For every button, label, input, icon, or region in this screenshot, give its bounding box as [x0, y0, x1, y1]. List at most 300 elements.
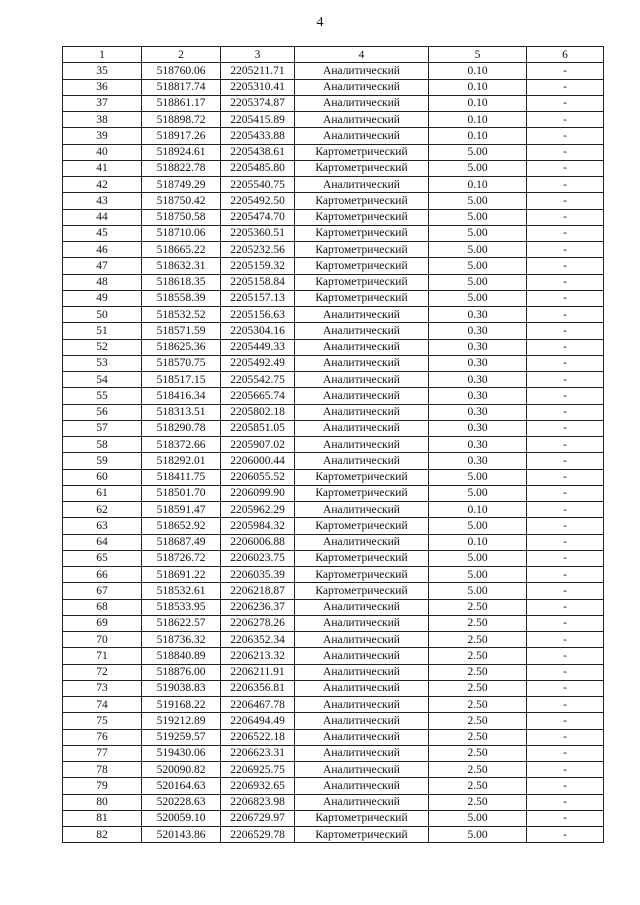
- point-number-cell: 58: [63, 437, 142, 453]
- accuracy-cell: 0.30: [429, 355, 527, 371]
- table-row: [63, 209, 604, 225]
- description-cell: -: [527, 599, 604, 615]
- method-cell: Картометрический: [295, 583, 429, 599]
- method-cell: Аналитический: [295, 648, 429, 664]
- x-coordinate-cell: 520090.82: [142, 762, 221, 778]
- table-row: [63, 810, 604, 826]
- accuracy-cell: 0.10: [429, 502, 527, 518]
- description-cell: -: [527, 762, 604, 778]
- y-coordinate-cell: 2206356.81: [221, 680, 295, 696]
- table-row: [63, 680, 604, 696]
- accuracy-cell: 5.00: [429, 518, 527, 534]
- method-cell: Аналитический: [295, 599, 429, 615]
- point-number-cell: 50: [63, 307, 142, 323]
- accuracy-cell: 2.50: [429, 648, 527, 664]
- description-cell: -: [527, 160, 604, 176]
- method-cell: Аналитический: [295, 355, 429, 371]
- table-row: [63, 258, 604, 274]
- table-row: [63, 485, 604, 501]
- description-cell: -: [527, 745, 604, 761]
- table-row: [63, 697, 604, 713]
- description-cell: -: [527, 485, 604, 501]
- y-coordinate-cell: 2206006.88: [221, 534, 295, 550]
- x-coordinate-cell: 518749.29: [142, 177, 221, 193]
- x-coordinate-cell: 518876.00: [142, 664, 221, 680]
- x-coordinate-cell: 518861.17: [142, 95, 221, 111]
- method-cell: Картометрический: [295, 810, 429, 826]
- table-row: [63, 583, 604, 599]
- y-coordinate-cell: 2206529.78: [221, 827, 295, 843]
- table-row: [63, 453, 604, 469]
- x-coordinate-cell: 519168.22: [142, 697, 221, 713]
- method-cell: Аналитический: [295, 388, 429, 404]
- point-number-cell: 41: [63, 160, 142, 176]
- x-coordinate-cell: 518411.75: [142, 469, 221, 485]
- description-cell: -: [527, 95, 604, 111]
- x-coordinate-cell: 518501.70: [142, 485, 221, 501]
- accuracy-cell: 5.00: [429, 810, 527, 826]
- point-number-cell: 46: [63, 242, 142, 258]
- point-number-cell: 81: [63, 810, 142, 826]
- x-coordinate-cell: 518750.42: [142, 193, 221, 209]
- y-coordinate-cell: 2205415.89: [221, 112, 295, 128]
- method-cell: Аналитический: [295, 63, 429, 79]
- point-number-cell: 60: [63, 469, 142, 485]
- point-number-cell: 62: [63, 502, 142, 518]
- y-coordinate-cell: 2206023.75: [221, 550, 295, 566]
- point-number-cell: 40: [63, 144, 142, 160]
- accuracy-cell: 5.00: [429, 469, 527, 485]
- description-cell: -: [527, 339, 604, 355]
- method-cell: Картометрический: [295, 225, 429, 241]
- table-row: [63, 160, 604, 176]
- table-row: [63, 437, 604, 453]
- accuracy-cell: 2.50: [429, 632, 527, 648]
- table-row: [63, 469, 604, 485]
- method-cell: Аналитический: [295, 95, 429, 111]
- y-coordinate-cell: 2206035.39: [221, 567, 295, 583]
- description-cell: -: [527, 290, 604, 306]
- method-cell: Картометрический: [295, 242, 429, 258]
- description-cell: -: [527, 242, 604, 258]
- description-cell: -: [527, 729, 604, 745]
- point-number-cell: 67: [63, 583, 142, 599]
- y-coordinate-cell: 2205304.16: [221, 323, 295, 339]
- accuracy-cell: 5.00: [429, 242, 527, 258]
- point-number-cell: 59: [63, 453, 142, 469]
- y-coordinate-cell: 2206823.98: [221, 794, 295, 810]
- description-cell: -: [527, 128, 604, 144]
- method-cell: Аналитический: [295, 745, 429, 761]
- description-cell: -: [527, 567, 604, 583]
- method-cell: Аналитический: [295, 404, 429, 420]
- description-cell: -: [527, 388, 604, 404]
- description-cell: -: [527, 307, 604, 323]
- table-row: [63, 177, 604, 193]
- accuracy-cell: 0.10: [429, 177, 527, 193]
- y-coordinate-cell: 2206925.75: [221, 762, 295, 778]
- x-coordinate-cell: 518570.75: [142, 355, 221, 371]
- accuracy-cell: 2.50: [429, 680, 527, 696]
- table-row: [63, 388, 604, 404]
- description-cell: -: [527, 274, 604, 290]
- column-header-accuracy: 5: [429, 47, 527, 63]
- table-row: [63, 550, 604, 566]
- y-coordinate-cell: 2205542.75: [221, 372, 295, 388]
- x-coordinate-cell: 518652.92: [142, 518, 221, 534]
- method-cell: Аналитический: [295, 729, 429, 745]
- x-coordinate-cell: 519212.89: [142, 713, 221, 729]
- point-number-cell: 45: [63, 225, 142, 241]
- accuracy-cell: 2.50: [429, 697, 527, 713]
- y-coordinate-cell: 2206218.87: [221, 583, 295, 599]
- y-coordinate-cell: 2205159.32: [221, 258, 295, 274]
- accuracy-cell: 2.50: [429, 713, 527, 729]
- point-number-cell: 54: [63, 372, 142, 388]
- y-coordinate-cell: 2205232.56: [221, 242, 295, 258]
- accuracy-cell: 0.10: [429, 79, 527, 95]
- description-cell: -: [527, 778, 604, 794]
- method-cell: Картометрический: [295, 193, 429, 209]
- x-coordinate-cell: 518760.06: [142, 63, 221, 79]
- y-coordinate-cell: 2206099.90: [221, 485, 295, 501]
- accuracy-cell: 0.30: [429, 388, 527, 404]
- x-coordinate-cell: 520059.10: [142, 810, 221, 826]
- table-header: [63, 47, 604, 63]
- description-cell: -: [527, 355, 604, 371]
- accuracy-cell: 0.10: [429, 128, 527, 144]
- y-coordinate-cell: 2205962.29: [221, 502, 295, 518]
- point-number-cell: 70: [63, 632, 142, 648]
- description-cell: -: [527, 648, 604, 664]
- y-coordinate-cell: 2205211.71: [221, 63, 295, 79]
- accuracy-cell: 2.50: [429, 615, 527, 631]
- point-number-cell: 73: [63, 680, 142, 696]
- accuracy-cell: 5.00: [429, 274, 527, 290]
- accuracy-cell: 5.00: [429, 225, 527, 241]
- method-cell: Аналитический: [295, 79, 429, 95]
- x-coordinate-cell: 518691.22: [142, 567, 221, 583]
- coordinates-table: [62, 46, 604, 843]
- table-row: [63, 274, 604, 290]
- description-cell: -: [527, 664, 604, 680]
- method-cell: Картометрический: [295, 209, 429, 225]
- description-cell: -: [527, 810, 604, 826]
- x-coordinate-cell: 519259.57: [142, 729, 221, 745]
- method-cell: Аналитический: [295, 339, 429, 355]
- point-number-cell: 76: [63, 729, 142, 745]
- table-row: [63, 615, 604, 631]
- y-coordinate-cell: 2206729.97: [221, 810, 295, 826]
- point-number-cell: 69: [63, 615, 142, 631]
- description-cell: -: [527, 713, 604, 729]
- point-number-cell: 80: [63, 794, 142, 810]
- description-cell: -: [527, 79, 604, 95]
- description-cell: -: [527, 680, 604, 696]
- table-row: [63, 729, 604, 745]
- table-row: [63, 339, 604, 355]
- x-coordinate-cell: 518290.78: [142, 420, 221, 436]
- description-cell: -: [527, 420, 604, 436]
- description-cell: -: [527, 437, 604, 453]
- y-coordinate-cell: 2205851.05: [221, 420, 295, 436]
- method-cell: Картометрический: [295, 567, 429, 583]
- point-number-cell: 57: [63, 420, 142, 436]
- accuracy-cell: 5.00: [429, 258, 527, 274]
- method-cell: Аналитический: [295, 534, 429, 550]
- header-row: [63, 47, 604, 63]
- y-coordinate-cell: 2205492.49: [221, 355, 295, 371]
- method-cell: Картометрический: [295, 290, 429, 306]
- x-coordinate-cell: 518898.72: [142, 112, 221, 128]
- point-number-cell: 65: [63, 550, 142, 566]
- accuracy-cell: 2.50: [429, 664, 527, 680]
- table-row: [63, 242, 604, 258]
- accuracy-cell: 2.50: [429, 729, 527, 745]
- point-number-cell: 82: [63, 827, 142, 843]
- x-coordinate-cell: 518372.66: [142, 437, 221, 453]
- x-coordinate-cell: 518558.39: [142, 290, 221, 306]
- y-coordinate-cell: 2205158.84: [221, 274, 295, 290]
- description-cell: -: [527, 144, 604, 160]
- point-number-cell: 63: [63, 518, 142, 534]
- point-number-cell: 79: [63, 778, 142, 794]
- accuracy-cell: 0.10: [429, 95, 527, 111]
- description-cell: -: [527, 615, 604, 631]
- accuracy-cell: 0.30: [429, 323, 527, 339]
- table-row: [63, 290, 604, 306]
- y-coordinate-cell: 2205360.51: [221, 225, 295, 241]
- table-row: [63, 567, 604, 583]
- accuracy-cell: 0.30: [429, 404, 527, 420]
- accuracy-cell: 2.50: [429, 778, 527, 794]
- table-body: [63, 63, 604, 843]
- table-row: [63, 355, 604, 371]
- description-cell: -: [527, 534, 604, 550]
- table-row: [63, 502, 604, 518]
- table-row: [63, 63, 604, 79]
- table-row: [63, 778, 604, 794]
- x-coordinate-cell: 520143.86: [142, 827, 221, 843]
- x-coordinate-cell: 518750.58: [142, 209, 221, 225]
- description-cell: -: [527, 697, 604, 713]
- point-number-cell: 66: [63, 567, 142, 583]
- table-row: [63, 762, 604, 778]
- method-cell: Картометрический: [295, 469, 429, 485]
- x-coordinate-cell: 519430.06: [142, 745, 221, 761]
- y-coordinate-cell: 2206522.18: [221, 729, 295, 745]
- x-coordinate-cell: 518292.01: [142, 453, 221, 469]
- table-row: [63, 323, 604, 339]
- accuracy-cell: 5.00: [429, 827, 527, 843]
- x-coordinate-cell: 518313.51: [142, 404, 221, 420]
- y-coordinate-cell: 2205802.18: [221, 404, 295, 420]
- column-header-y: 3: [221, 47, 295, 63]
- accuracy-cell: 5.00: [429, 550, 527, 566]
- column-header-method: 4: [295, 47, 429, 63]
- y-coordinate-cell: 2206623.31: [221, 745, 295, 761]
- accuracy-cell: 5.00: [429, 144, 527, 160]
- y-coordinate-cell: 2205433.88: [221, 128, 295, 144]
- y-coordinate-cell: 2205984.32: [221, 518, 295, 534]
- description-cell: -: [527, 177, 604, 193]
- y-coordinate-cell: 2206494.49: [221, 713, 295, 729]
- x-coordinate-cell: 518533.95: [142, 599, 221, 615]
- y-coordinate-cell: 2205310.41: [221, 79, 295, 95]
- description-cell: -: [527, 225, 604, 241]
- point-number-cell: 64: [63, 534, 142, 550]
- x-coordinate-cell: 518591.47: [142, 502, 221, 518]
- description-cell: -: [527, 583, 604, 599]
- y-coordinate-cell: 2205157.13: [221, 290, 295, 306]
- description-cell: -: [527, 193, 604, 209]
- table-row: [63, 420, 604, 436]
- table-row: [63, 534, 604, 550]
- method-cell: Аналитический: [295, 778, 429, 794]
- column-header-description: 6: [527, 47, 604, 63]
- y-coordinate-cell: 2205492.50: [221, 193, 295, 209]
- x-coordinate-cell: 518517.15: [142, 372, 221, 388]
- y-coordinate-cell: 2205156.63: [221, 307, 295, 323]
- point-number-cell: 44: [63, 209, 142, 225]
- accuracy-cell: 5.00: [429, 583, 527, 599]
- description-cell: -: [527, 453, 604, 469]
- method-cell: Картометрический: [295, 144, 429, 160]
- accuracy-cell: 0.30: [429, 372, 527, 388]
- x-coordinate-cell: 518416.34: [142, 388, 221, 404]
- method-cell: Аналитический: [295, 112, 429, 128]
- method-cell: Аналитический: [295, 794, 429, 810]
- point-number-cell: 53: [63, 355, 142, 371]
- x-coordinate-cell: 518840.89: [142, 648, 221, 664]
- method-cell: Аналитический: [295, 177, 429, 193]
- point-number-cell: 77: [63, 745, 142, 761]
- table-row: [63, 518, 604, 534]
- method-cell: Аналитический: [295, 437, 429, 453]
- point-number-cell: 52: [63, 339, 142, 355]
- x-coordinate-cell: 518924.61: [142, 144, 221, 160]
- method-cell: Аналитический: [295, 420, 429, 436]
- y-coordinate-cell: 2206932.65: [221, 778, 295, 794]
- method-cell: Аналитический: [295, 697, 429, 713]
- description-cell: -: [527, 258, 604, 274]
- description-cell: -: [527, 632, 604, 648]
- y-coordinate-cell: 2206236.37: [221, 599, 295, 615]
- table-row: [63, 112, 604, 128]
- x-coordinate-cell: 518618.35: [142, 274, 221, 290]
- accuracy-cell: 2.50: [429, 599, 527, 615]
- point-number-cell: 75: [63, 713, 142, 729]
- method-cell: Аналитический: [295, 615, 429, 631]
- y-coordinate-cell: 2205438.61: [221, 144, 295, 160]
- x-coordinate-cell: 518710.06: [142, 225, 221, 241]
- x-coordinate-cell: 520228.63: [142, 794, 221, 810]
- method-cell: Аналитический: [295, 372, 429, 388]
- x-coordinate-cell: 518736.32: [142, 632, 221, 648]
- description-cell: -: [527, 404, 604, 420]
- accuracy-cell: 5.00: [429, 485, 527, 501]
- description-cell: -: [527, 550, 604, 566]
- description-cell: -: [527, 518, 604, 534]
- point-number-cell: 56: [63, 404, 142, 420]
- point-number-cell: 47: [63, 258, 142, 274]
- method-cell: Аналитический: [295, 453, 429, 469]
- x-coordinate-cell: 518625.36: [142, 339, 221, 355]
- table-row: [63, 144, 604, 160]
- description-cell: -: [527, 827, 604, 843]
- method-cell: Аналитический: [295, 680, 429, 696]
- accuracy-cell: 5.00: [429, 193, 527, 209]
- point-number-cell: 42: [63, 177, 142, 193]
- y-coordinate-cell: 2206000.44: [221, 453, 295, 469]
- accuracy-cell: 2.50: [429, 745, 527, 761]
- y-coordinate-cell: 2206352.34: [221, 632, 295, 648]
- method-cell: Картометрический: [295, 274, 429, 290]
- description-cell: -: [527, 469, 604, 485]
- y-coordinate-cell: 2205485.80: [221, 160, 295, 176]
- y-coordinate-cell: 2206055.52: [221, 469, 295, 485]
- description-cell: -: [527, 323, 604, 339]
- point-number-cell: 71: [63, 648, 142, 664]
- x-coordinate-cell: 518726.72: [142, 550, 221, 566]
- accuracy-cell: 5.00: [429, 209, 527, 225]
- accuracy-cell: 5.00: [429, 290, 527, 306]
- column-header-x: 2: [142, 47, 221, 63]
- description-cell: -: [527, 502, 604, 518]
- x-coordinate-cell: 518532.61: [142, 583, 221, 599]
- table-row: [63, 827, 604, 843]
- accuracy-cell: 0.30: [429, 339, 527, 355]
- accuracy-cell: 0.10: [429, 534, 527, 550]
- x-coordinate-cell: 518665.22: [142, 242, 221, 258]
- point-number-cell: 51: [63, 323, 142, 339]
- method-cell: Картометрический: [295, 518, 429, 534]
- table-row: [63, 745, 604, 761]
- x-coordinate-cell: 520164.63: [142, 778, 221, 794]
- method-cell: Аналитический: [295, 502, 429, 518]
- table-row: [63, 95, 604, 111]
- method-cell: Картометрический: [295, 827, 429, 843]
- y-coordinate-cell: 2205907.02: [221, 437, 295, 453]
- table-row: [63, 632, 604, 648]
- point-number-cell: 74: [63, 697, 142, 713]
- accuracy-cell: 2.50: [429, 762, 527, 778]
- description-cell: -: [527, 112, 604, 128]
- x-coordinate-cell: 518622.57: [142, 615, 221, 631]
- table-row: [63, 794, 604, 810]
- table-row: [63, 404, 604, 420]
- method-cell: Картометрический: [295, 258, 429, 274]
- point-number-cell: 78: [63, 762, 142, 778]
- point-number-cell: 48: [63, 274, 142, 290]
- y-coordinate-cell: 2206278.26: [221, 615, 295, 631]
- method-cell: Аналитический: [295, 323, 429, 339]
- x-coordinate-cell: 518687.49: [142, 534, 221, 550]
- point-number-cell: 68: [63, 599, 142, 615]
- accuracy-cell: 0.30: [429, 453, 527, 469]
- y-coordinate-cell: 2205540.75: [221, 177, 295, 193]
- y-coordinate-cell: 2205449.33: [221, 339, 295, 355]
- method-cell: Аналитический: [295, 664, 429, 680]
- accuracy-cell: 5.00: [429, 160, 527, 176]
- table-row: [63, 599, 604, 615]
- method-cell: Картометрический: [295, 485, 429, 501]
- x-coordinate-cell: 519038.83: [142, 680, 221, 696]
- point-number-cell: 72: [63, 664, 142, 680]
- table-row: [63, 664, 604, 680]
- description-cell: -: [527, 794, 604, 810]
- description-cell: -: [527, 372, 604, 388]
